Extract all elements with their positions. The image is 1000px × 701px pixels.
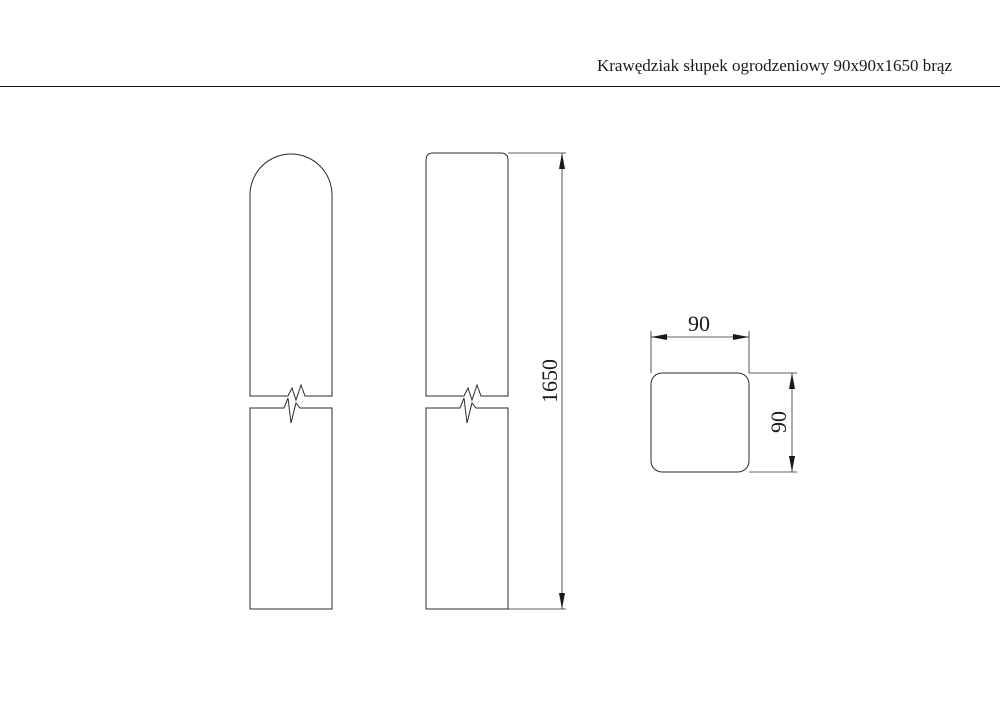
cross-section-outline [651, 373, 749, 472]
depth-label: 90 [766, 411, 791, 433]
width-arrow-right [733, 334, 749, 340]
depth-arrow-top [789, 373, 795, 389]
front-view-upper-part [250, 154, 332, 400]
post-cross-section [651, 373, 749, 472]
front-view-lower-part [250, 398, 332, 609]
height-dimension [508, 153, 566, 609]
height-arrow-top [559, 153, 565, 169]
side-view-lower-part [426, 398, 508, 609]
width-label: 90 [688, 311, 710, 336]
height-arrow-bottom [559, 593, 565, 609]
width-arrow-left [651, 334, 667, 340]
post-side-view [426, 153, 508, 609]
width-dimension [651, 311, 749, 373]
depth-dimension [749, 373, 797, 472]
height-label: 1650 [537, 359, 562, 403]
post-front-view [250, 154, 332, 609]
side-view-upper-part [426, 153, 508, 400]
depth-arrow-bottom [789, 456, 795, 472]
drawing-title: Krawędziak słupek ogrodzeniowy 90x90x1650 brąz [596, 56, 952, 75]
